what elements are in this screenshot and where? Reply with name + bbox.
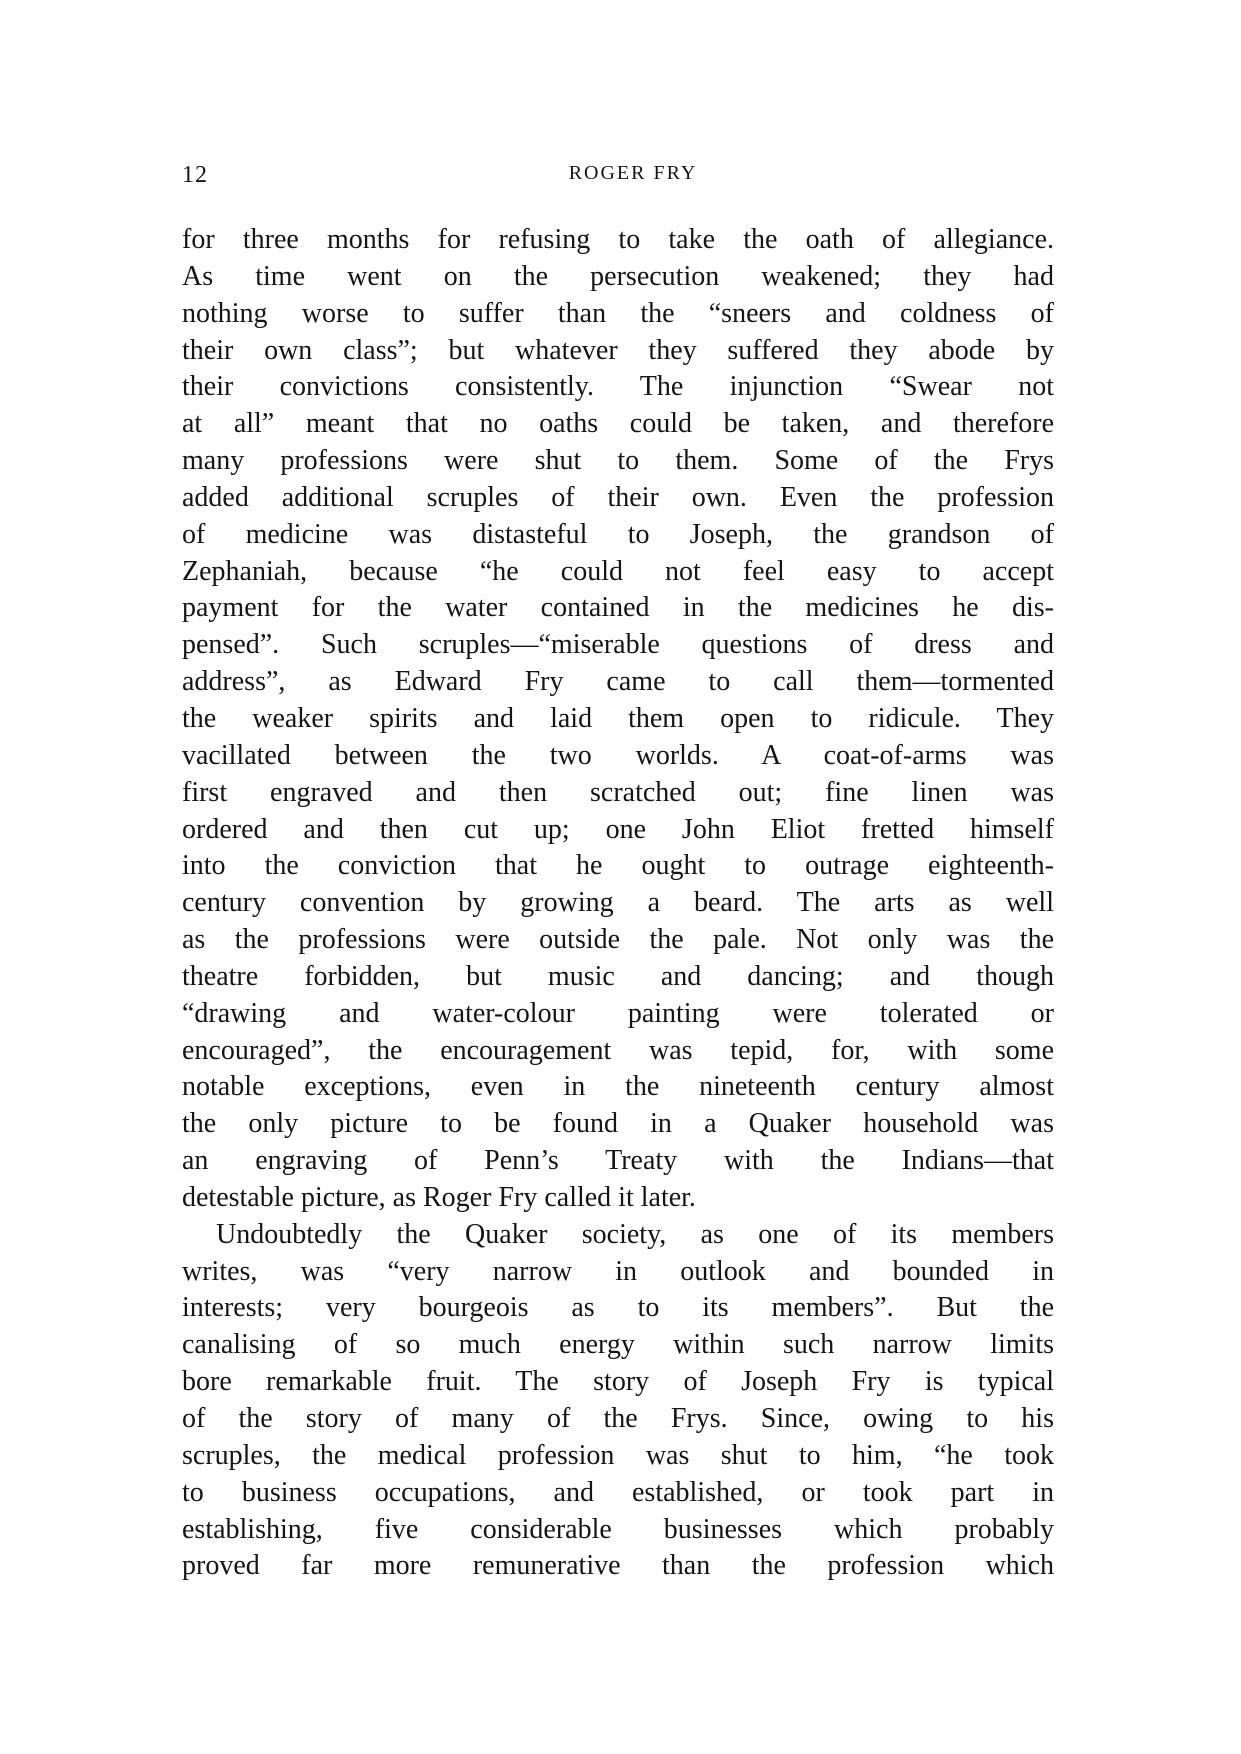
text-line: vacillated between the two worlds. A coat-of-arms was [182, 739, 1054, 771]
text-line: an engraving of Penn’s Treaty with the Indians—that [182, 1145, 1054, 1177]
text-line: payment for the water contained in the medicines he dis- [182, 592, 1054, 624]
text-line: for three months for refusing to take the oath of allegiance. [182, 224, 1054, 255]
text-line: notable exceptions, even in the nineteenth century almost [182, 1071, 1054, 1103]
text-line: interests; very bourgeois as to its members”. But the [182, 1292, 1054, 1324]
text-line: century convention by growing a beard. The arts as well [182, 887, 1054, 919]
text-line: many professions were shut to them. Some of the Frys [182, 445, 1054, 477]
text-line: into the conviction that he ought to outrage eighteenth- [182, 850, 1054, 882]
text-line: establishing, five considerable businesses which probably [182, 1513, 1054, 1545]
text-line: scruples, the medical profession was shut to him, “he took [182, 1439, 1054, 1471]
text-line: bore remarkable fruit. The story of Joseph Fry is typical [182, 1366, 1054, 1398]
text-line: “drawing and water-colour painting were tolerated or [182, 997, 1054, 1029]
text-line: pensed”. Such scruples—“miserable questions of dress and [182, 629, 1054, 661]
text-line: canalising of so much energy within such narrow limits [182, 1329, 1054, 1361]
text-line: address”, as Edward Fry came to call them—tormented [182, 666, 1054, 698]
text-line: of medicine was distasteful to Joseph, the grandson of [182, 518, 1054, 550]
text-line: detestable picture, as Roger Fry called it later. [182, 1181, 696, 1213]
text-line: to business occupations, and established, or took part in [182, 1476, 1054, 1508]
text-line: writes, was “very narrow in outlook and bounded in [182, 1255, 1054, 1287]
text-line: added additional scruples of their own. Even the profession [182, 481, 1054, 513]
text-line: the weaker spirits and laid them open to ridicule. They [182, 702, 1054, 734]
text-line: their convictions consistently. The injunction “Swear not [182, 371, 1054, 403]
text-line: proved far more remunerative than the profession which [182, 1550, 1054, 1582]
page-number: 12 [182, 162, 208, 188]
text-line: as the professions were outside the pale. Not only was the [182, 924, 1054, 956]
running-head [182, 162, 1054, 192]
text-line: theatre forbidden, but music and dancing; and though [182, 960, 1054, 992]
text-line: Undoubtedly the Quaker society, as one of its members [216, 1218, 1054, 1250]
text-line: their own class”; but whatever they suffered they abode by [182, 334, 1054, 366]
text-line: Zephaniah, because “he could not feel easy to accept [182, 555, 1054, 587]
text-line: at all” meant that no oaths could be taken, and therefore [182, 408, 1054, 440]
running-title: ROGER FRY [568, 162, 698, 184]
text-line: the only picture to be found in a Quaker household was [182, 1108, 1054, 1140]
body-text [182, 222, 1054, 1585]
text-line: of the story of many of the Frys. Since, owing to his [182, 1403, 1054, 1434]
text-line: nothing worse to suffer than the “sneers and coldness of [182, 297, 1054, 329]
text-line: first engraved and then scratched out; fine linen was [182, 776, 1054, 808]
text-line: encouraged”, the encouragement was tepid, for, with some [182, 1034, 1054, 1066]
text-line: As time went on the persecution weakened; they had [182, 260, 1054, 292]
text-line: ordered and then cut up; one John Eliot fretted himself [182, 813, 1054, 845]
